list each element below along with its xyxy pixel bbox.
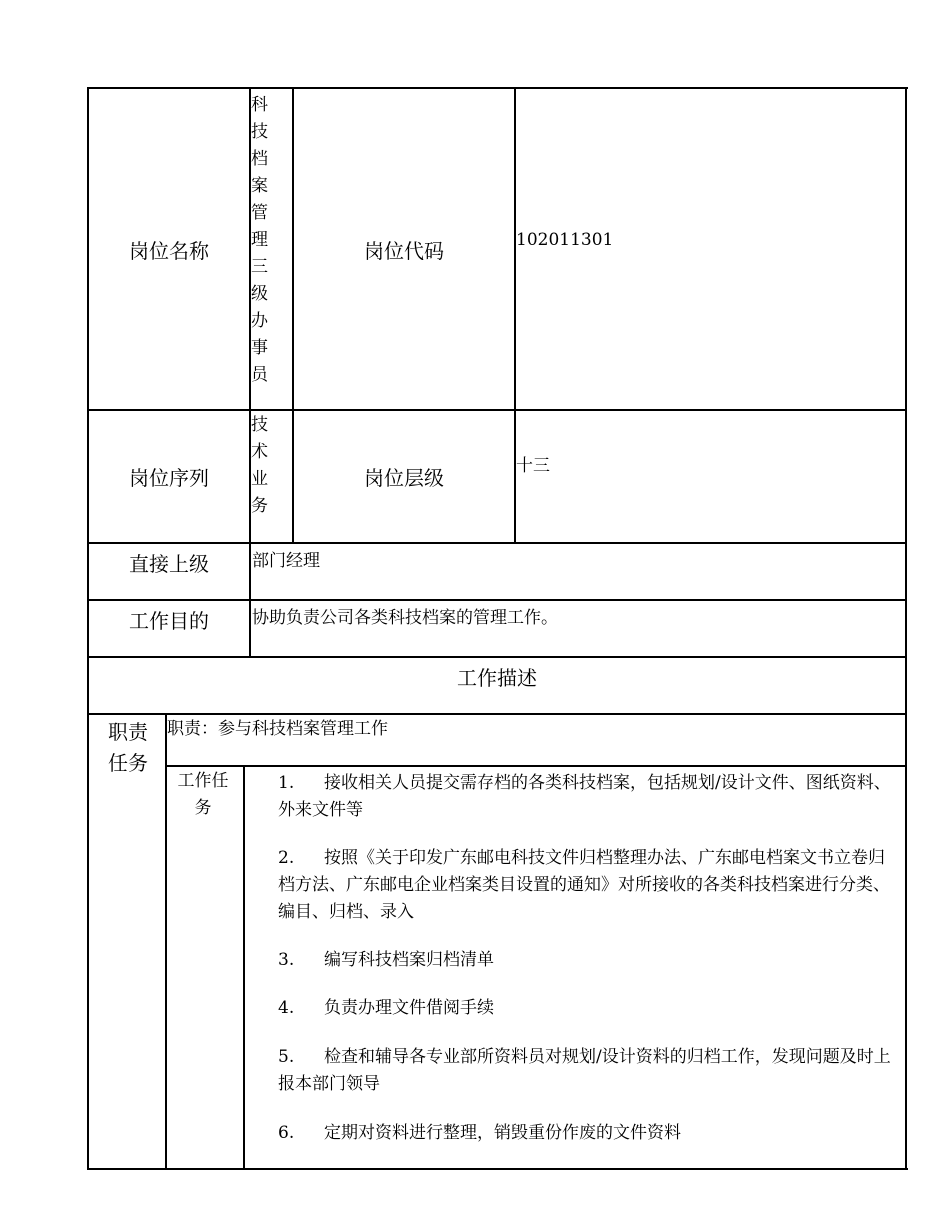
col-divider — [165, 713, 167, 1170]
task-text: 定期对资料进行整理，销毁重份作废的文件资料 — [324, 1123, 681, 1143]
task-text: 编写科技档案归档清单 — [324, 950, 494, 970]
sequence-value: 技术业务 — [251, 415, 268, 516]
purpose-value: 协助负责公司各类科技档案的管理工作。 — [252, 608, 558, 628]
task-number: 2. — [278, 848, 295, 868]
purpose-label: 工作目的 — [129, 608, 209, 633]
supervisor-label: 直接上级 — [129, 551, 209, 576]
task-text: 检查和辅导各专业部所资料员对规划/设计资料的归档工作，发现问题及时上报本部门领导 — [278, 1047, 891, 1094]
row-divider — [88, 713, 906, 715]
table-border-bottom — [88, 1168, 908, 1170]
position-code-value: 102011301 — [516, 230, 614, 250]
task-item-2 — [278, 845, 896, 926]
task-item-3 — [278, 947, 896, 974]
task-text: 负责办理文件借阅手续 — [324, 998, 494, 1018]
task-item-5 — [278, 1044, 896, 1098]
position-name-value: 科技档案管理三级办事员 — [251, 95, 268, 385]
description-header: 工作描述 — [457, 665, 537, 690]
task-number: 4. — [278, 998, 295, 1018]
level-value: 十三 — [516, 456, 550, 476]
task-label: 工作任务 — [177, 771, 229, 818]
supervisor-value: 部门经理 — [252, 551, 320, 571]
task-text: 接收相关人员提交需存档的各类科技档案，包括规划/设计文件、图纸资料、外来文件等 — [278, 773, 891, 820]
task-number: 3. — [278, 950, 295, 970]
level-label: 岗位层级 — [364, 466, 444, 490]
task-number: 6. — [278, 1123, 295, 1143]
task-text: 按照《关于印发广东邮电科技文件归档整理办法、广东邮电档案文书立卷归档方法、广东邮电企业档案类目设置的通知》对所接收的各类科技档案进行分类、编目、归档、录入 — [278, 848, 890, 922]
task-item-6 — [278, 1120, 896, 1147]
row-divider — [166, 765, 906, 767]
task-item-1 — [278, 770, 896, 824]
position-name-label: 岗位名称 — [129, 238, 209, 263]
position-code-label: 岗位代码 — [364, 238, 444, 263]
table-border-right — [905, 87, 907, 1170]
sequence-label: 岗位序列 — [129, 466, 209, 490]
col-divider — [243, 766, 245, 1170]
task-number: 1. — [278, 773, 295, 793]
duty-title: 职责：参与科技档案管理工作 — [167, 719, 388, 739]
duty-label: 职责任务 — [108, 720, 148, 775]
task-number: 5. — [278, 1047, 295, 1067]
task-item-4 — [278, 995, 896, 1022]
